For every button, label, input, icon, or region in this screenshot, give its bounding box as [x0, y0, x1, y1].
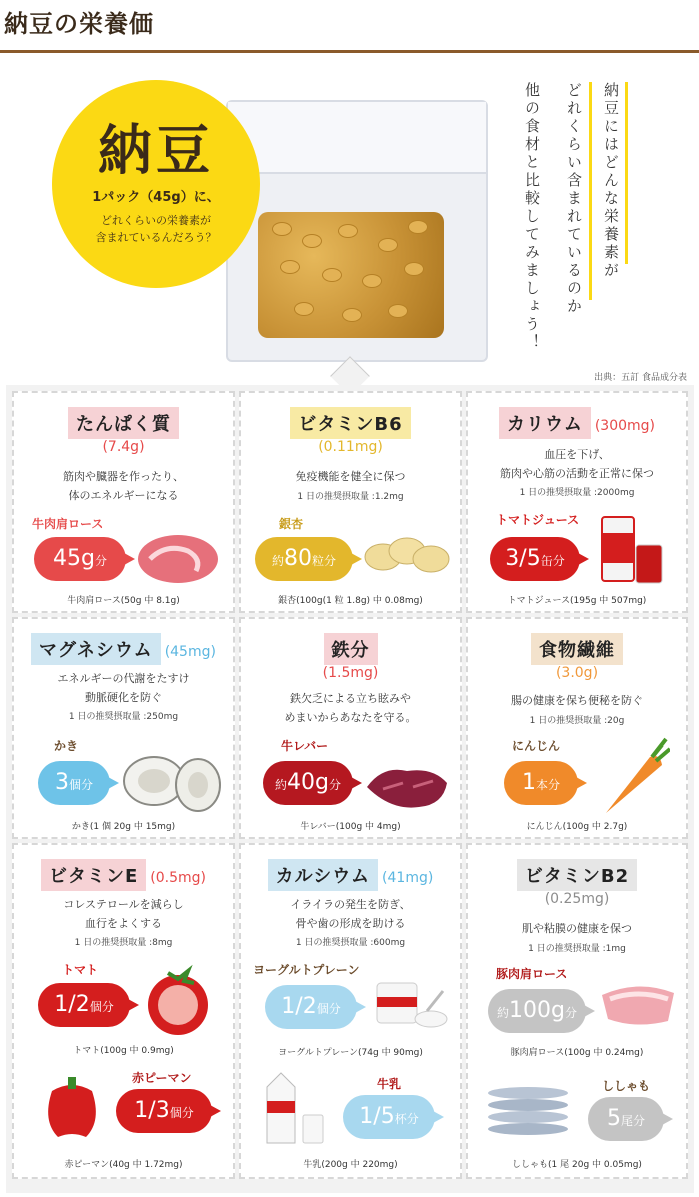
card-heading [241, 859, 460, 891]
comparison-bubble [490, 537, 580, 581]
bean [378, 238, 398, 252]
desc-line: イライラの発生を防ぎ、 [290, 898, 411, 911]
nutrient-name: 食物繊維 [531, 633, 623, 665]
nutrient-amount: (300mg) [594, 418, 655, 434]
bubble-value: 80 [284, 546, 312, 571]
nutrient-name: ビタミンB6 [290, 407, 410, 439]
nutrient-amount: (41mg) [382, 870, 434, 886]
nutrient-card-vitamin-e [12, 843, 235, 1179]
comparison-bubble [38, 983, 130, 1027]
bubble-value: 1/2 [281, 994, 317, 1019]
bean [338, 224, 358, 238]
nutrient-desc [468, 445, 686, 483]
bubble-value: 100g [509, 998, 565, 1023]
nutrient-name: マグネシウム [31, 633, 161, 665]
hero-question [52, 212, 260, 246]
comparison-bubble-2 [116, 1089, 212, 1133]
beef-liver-image [363, 757, 451, 813]
food-label: ヨーグルトプレーン [253, 963, 360, 977]
food-caption: ヨーグルトプレーン(74g 中 90mg) [278, 1048, 423, 1058]
food-label: 牛レバー [281, 739, 329, 753]
nutrient-recommended: 1 日の推奨摂取量 :1.2mg [297, 492, 404, 502]
food-label: 牛肉肩ロース [32, 517, 104, 531]
bubble-value: 3 [54, 770, 69, 795]
nutrient-card-iron [239, 617, 462, 839]
food-label: 豚肉肩ロース [496, 967, 568, 981]
nutrient-amount: (0.25mg) [544, 891, 610, 907]
natto-beans-image [258, 212, 444, 338]
nutrient-amount: (45mg) [164, 644, 216, 660]
intro-line-3: 他の食材と比較してみましょう！ [523, 82, 541, 352]
desc-line: 血行をよくする [85, 917, 162, 930]
bean [294, 302, 314, 316]
food-label: かき [54, 739, 79, 753]
nutrient-amount: (0.5mg) [150, 870, 206, 886]
desc-line: 骨や歯の形成を助ける [295, 917, 406, 930]
red-pepper-image [42, 1071, 102, 1141]
nutrient-desc [468, 919, 686, 938]
bubble-unit: 粒分 [312, 554, 337, 568]
bubble-unit: 本分 [535, 778, 560, 792]
nutrient-recommended: 1 日の推奨摂取量 :2000mg [519, 488, 635, 498]
intro-line-1: 納豆にはどんな栄養素が [602, 82, 620, 280]
comparison-bubble [265, 985, 357, 1029]
bubble-unit: 個分 [169, 1106, 194, 1120]
bean [362, 274, 382, 288]
bubble-value: 1/3 [134, 1098, 170, 1123]
hero-question-line: 含まれているんだろう？ [95, 231, 217, 244]
bubble-unit: 分 [328, 778, 341, 792]
nutrient-name: ビタミンE [41, 859, 146, 891]
bubble-unit: 杯分 [394, 1112, 419, 1126]
nutrient-name: 鉄分 [324, 633, 378, 665]
card-heading [14, 407, 233, 439]
desc-line: 免疫機能を健全に保つ [295, 470, 406, 483]
nutrient-card-magnesium [12, 617, 235, 839]
food-caption-2: 牛乳(200g 中 220mg) [303, 1160, 398, 1170]
bean [322, 268, 342, 282]
nutrient-card-calcium [239, 843, 462, 1179]
tray-lid [228, 102, 486, 174]
food-caption: 銀杏(100g(1 粒 1.8g) 中 0.08mg) [278, 596, 423, 606]
tomato-image [144, 961, 214, 1039]
food-caption-2: ししゃも(1 尾 20g 中 0.05mg) [512, 1160, 642, 1170]
intro-highlight-bar [589, 82, 592, 300]
bubble-value: 1/2 [54, 992, 90, 1017]
card-heading [14, 859, 233, 891]
intro-line-2: どれくらい含まれているのか [565, 82, 583, 316]
bubble-unit: 分 [564, 1006, 577, 1020]
hero-sub-text: 1パック（45g）に、 [92, 190, 220, 205]
nutrient-recommended: 1 日の推奨摂取量 :20g [529, 716, 625, 726]
bean [272, 222, 292, 236]
nutrient-amount: (0.11mg) [318, 439, 383, 455]
comparison-bubble [34, 537, 126, 581]
food-label: トマト [62, 963, 99, 977]
tomato-juice-image [598, 511, 668, 591]
bubble-value: 45g [53, 546, 95, 571]
comparison-bubble-2 [343, 1095, 435, 1139]
comparison-bubble [504, 761, 578, 805]
desc-line: 肌や粘膜の健康を保つ [522, 922, 632, 935]
nutrient-recommended: 1 日の推奨摂取量 :1mg [528, 944, 626, 954]
bubble-prefix: 約 [271, 554, 284, 568]
nutrient-desc [14, 895, 233, 933]
comparison-bubble [38, 761, 110, 805]
nutrient-amount: (3.0g) [555, 665, 599, 681]
food-label: 銀杏 [279, 517, 304, 531]
desc-line: 鉄欠乏による立ち眩みや [290, 692, 411, 705]
desc-line: コレステロールを減らし [63, 898, 184, 911]
oyster-image [120, 751, 224, 815]
pork-image [598, 975, 678, 1031]
food-caption: トマト(100g 中 0.9mg) [73, 1046, 174, 1056]
intro-highlight-bar [625, 82, 628, 264]
food-caption: 牛肉肩ロース(50g 中 8.1g) [67, 596, 180, 606]
card-heading [14, 633, 233, 665]
card-heading [468, 859, 686, 891]
yogurt-image [373, 971, 449, 1037]
nutrient-card-vitamin-b6 [239, 391, 462, 613]
nutrient-card-protein [12, 391, 235, 613]
nutrient-name: ビタミンB2 [517, 859, 637, 891]
food-label: トマトジュース [496, 513, 580, 527]
desc-line: 腸の健康を保ち便秘を防ぐ [511, 694, 643, 707]
nutrient-recommended: 1 日の推奨摂取量 :250mg [68, 712, 179, 722]
source-note: 出典：五訂 食品成分表 [594, 373, 687, 383]
desc-line: 動脈硬化を防ぐ [85, 691, 162, 704]
desc-line: 血圧を下げ、 [544, 448, 610, 461]
food-label-2: 赤ピーマン [132, 1071, 192, 1085]
title-divider [0, 50, 699, 53]
carrot-image [596, 735, 670, 819]
bubble-value: 1/5 [359, 1104, 395, 1129]
food-caption: 豚肉肩ロース(100g 中 0.24mg) [510, 1048, 644, 1058]
nutrient-recommended: 1 日の推奨摂取量 :8mg [74, 938, 173, 948]
card-heading [468, 407, 686, 439]
bubble-value: 1 [521, 770, 536, 795]
nutrient-card-fiber [466, 617, 688, 839]
bubble-value: 5 [606, 1106, 621, 1131]
nutrient-desc [241, 467, 460, 486]
desc-line: 筋肉や臓器を作ったり、 [63, 470, 184, 483]
bubble-value: 3/5 [505, 546, 541, 571]
food-label: にんじん [512, 739, 561, 753]
comparison-bubble [263, 761, 353, 805]
desc-line: エネルギーの代謝をたすけ [57, 672, 190, 685]
bubble-value: 40g [287, 770, 329, 795]
beef-image [136, 529, 220, 587]
bubble-unit: 分 [94, 554, 107, 568]
milk-image [261, 1067, 331, 1147]
bubble-unit: 個分 [316, 1002, 341, 1016]
bean [342, 308, 362, 322]
food-caption: かき(1 個 20g 中 15mg) [71, 822, 176, 832]
ginkgo-image [361, 531, 453, 581]
hero-main-text: 納豆 [98, 118, 214, 182]
nutrient-name: カリウム [499, 407, 591, 439]
nutrient-name: カルシウム [268, 859, 378, 891]
shishamo-image [484, 1081, 574, 1141]
desc-line: 筋肉や心筋の活動を正常に保つ [500, 467, 654, 480]
food-caption-2: 赤ピーマン(40g 中 1.72mg) [64, 1160, 183, 1170]
food-label-2: ししゃも [602, 1079, 651, 1093]
nutrient-name: たんぱく質 [68, 407, 179, 439]
nutrient-amount: (1.5mg) [322, 665, 379, 681]
bubble-prefix: 約 [275, 778, 288, 792]
comparison-bubble [488, 989, 586, 1033]
comparison-bubble-2 [588, 1097, 664, 1141]
hero-badge [52, 80, 260, 288]
bean [404, 262, 424, 276]
card-heading [241, 407, 460, 439]
bean [280, 260, 300, 274]
bubble-prefix: 約 [497, 1006, 510, 1020]
food-label-2: 牛乳 [377, 1077, 402, 1091]
nutrient-card-potassium [466, 391, 688, 613]
bubble-unit: 個分 [89, 1000, 114, 1014]
nutrient-desc [14, 467, 233, 505]
nutrient-card-vitamin-b2 [466, 843, 688, 1179]
nutrient-grid [6, 385, 694, 1193]
bean [302, 234, 322, 248]
desc-line: めまいからあなたを守る。 [284, 711, 417, 724]
food-caption: 牛レバー(100g 中 4mg) [300, 822, 401, 832]
card-heading [468, 633, 686, 665]
bubble-unit: 尾分 [620, 1114, 645, 1128]
hero-question-line: どれくらいの栄養素が [101, 214, 211, 227]
nutrient-desc [241, 689, 460, 727]
nutrient-desc [241, 895, 460, 933]
bean [388, 304, 408, 318]
comparison-bubble [255, 537, 353, 581]
card-heading [241, 633, 460, 665]
nutrient-recommended: 1 日の推奨摂取量 :600mg [295, 938, 406, 948]
bean [408, 220, 428, 234]
page-title: 納豆の栄養価 [4, 10, 154, 38]
food-caption: トマトジュース(195g 中 507mg) [507, 596, 647, 606]
nutrient-desc [14, 669, 233, 707]
bubble-unit: 缶分 [540, 554, 565, 568]
bubble-unit: 個分 [68, 778, 93, 792]
desc-line: 体のエネルギーになる [68, 489, 179, 502]
food-caption: にんじん(100g 中 2.7g) [526, 822, 628, 832]
nutrient-amount: (7.4g) [102, 439, 145, 455]
nutrient-desc [468, 691, 686, 710]
